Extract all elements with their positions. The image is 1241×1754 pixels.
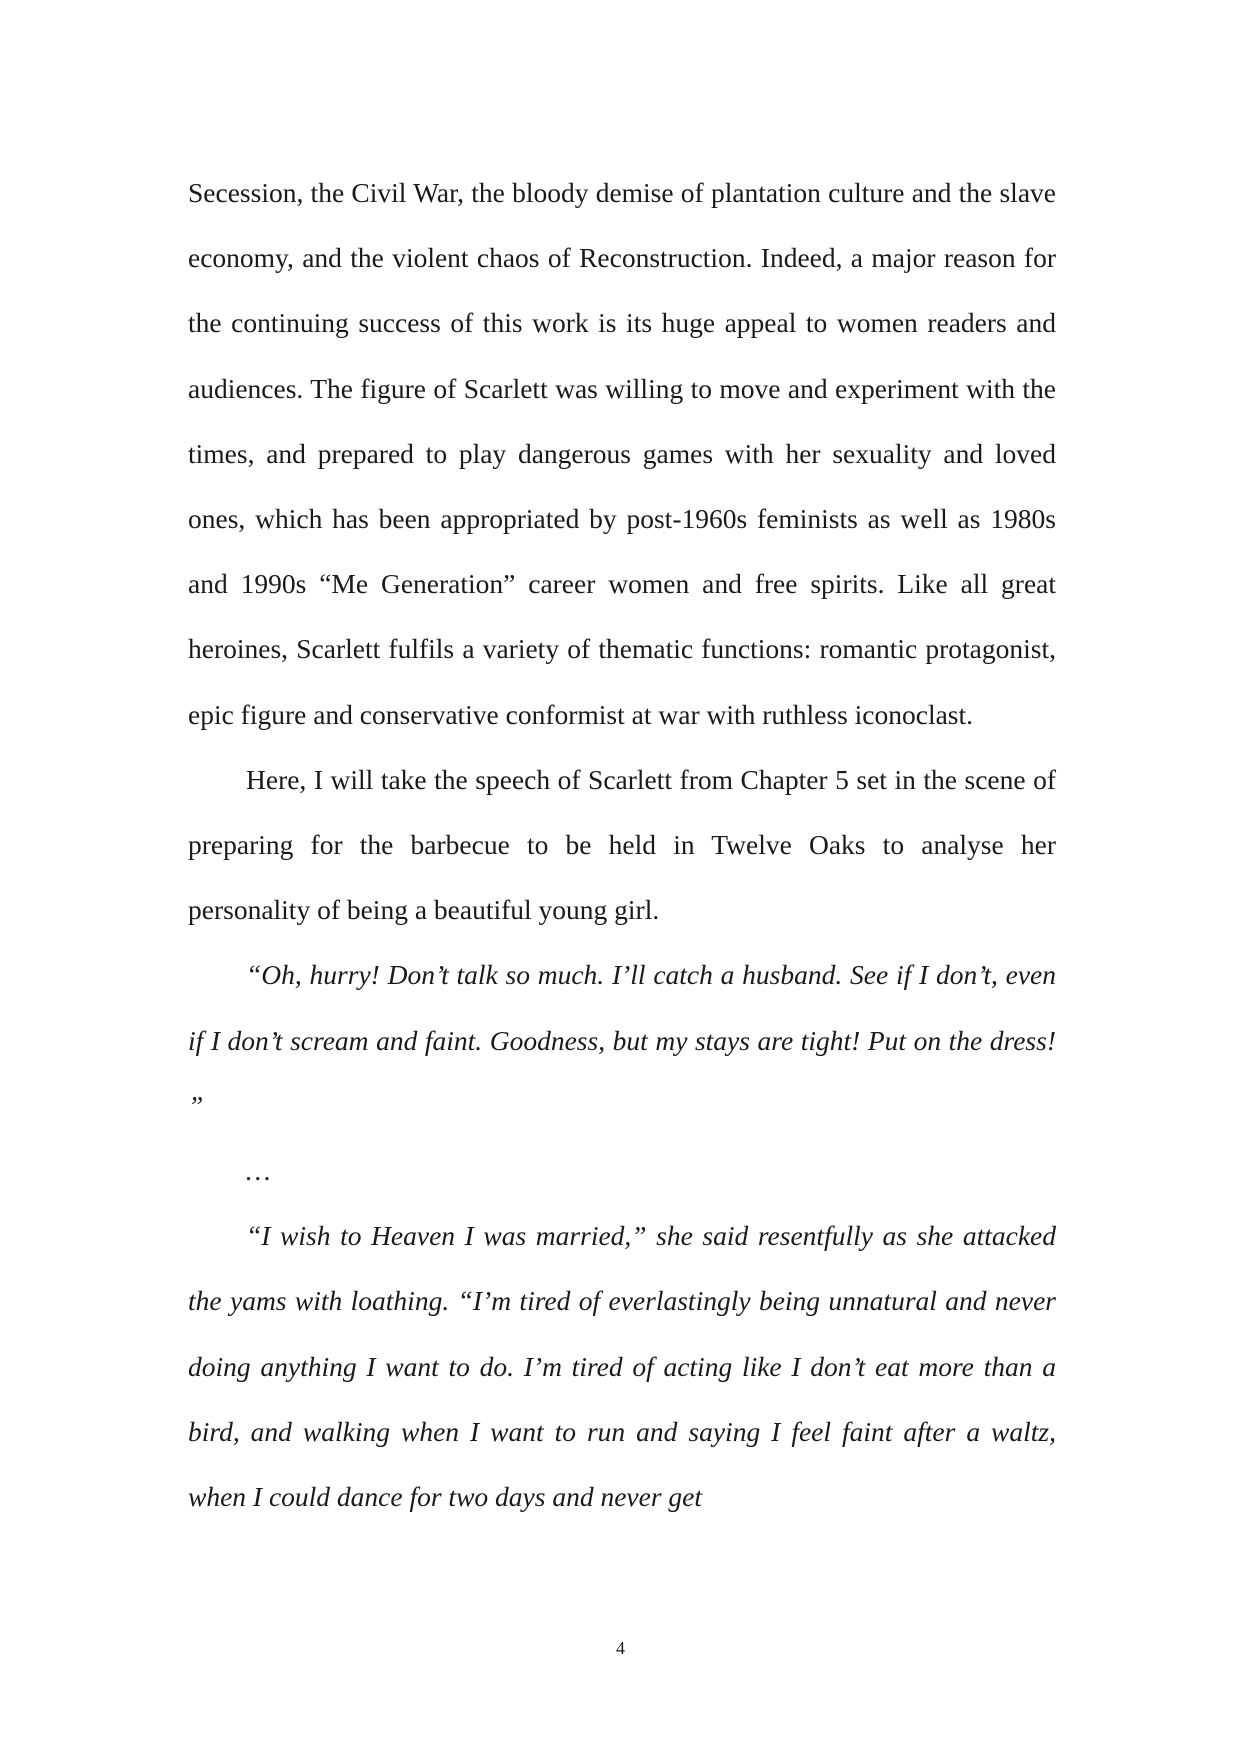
body-paragraph: Secession, the Civil War, the bloody demise of plantation culture and the slave economy, and the violent chaos of Reconstruction. Indeed, a major reason for the continuing success of this work is its huge appeal to women readers and audiences. The figure of Scarlett was willing to move and experiment with the times, and prepared to play dangerous games with her sexuality and loved ones, which has been appropriated by post-1960s feminists as well as 1980s and 1990s “Me Generation” career women and free spirits. Like all great heroines, Scarlett fulfils a variety of thematic functions: romantic protagonist, epic figure and conservative conformist at war with ruthless iconoclast. [188, 177, 1056, 730]
body-paragraph: Here, I will take the speech of Scarlett from Chapter 5 set in the scene of preparing for the barbecue to be held in Twelve Oaks to analyse her personality of being a beautiful young girl. [188, 763, 1056, 926]
quote-ellipsis: … [246, 1155, 271, 1187]
block-quote: “I wish to Heaven I was married,” she said resentfully as she attacked the yams with loathing. “I’m tired of everlastingly being unnatural and never doing anything I want to do. I’m tired of acting like I don’t eat more than a bird, and walking when I want to run and saying I feel faint after a waltz, when I could dance for two days and never get [188, 1220, 1056, 1513]
document-body [188, 160, 1056, 1529]
page-number: 4 [616, 1638, 625, 1658]
block-quote: “Oh, hurry! Don’t talk so much. I’ll catch a husband. See if I don’t, even if I don’t scream and faint. Goodness, but my stays are tight! Put on the dress! ” [188, 959, 1056, 1121]
